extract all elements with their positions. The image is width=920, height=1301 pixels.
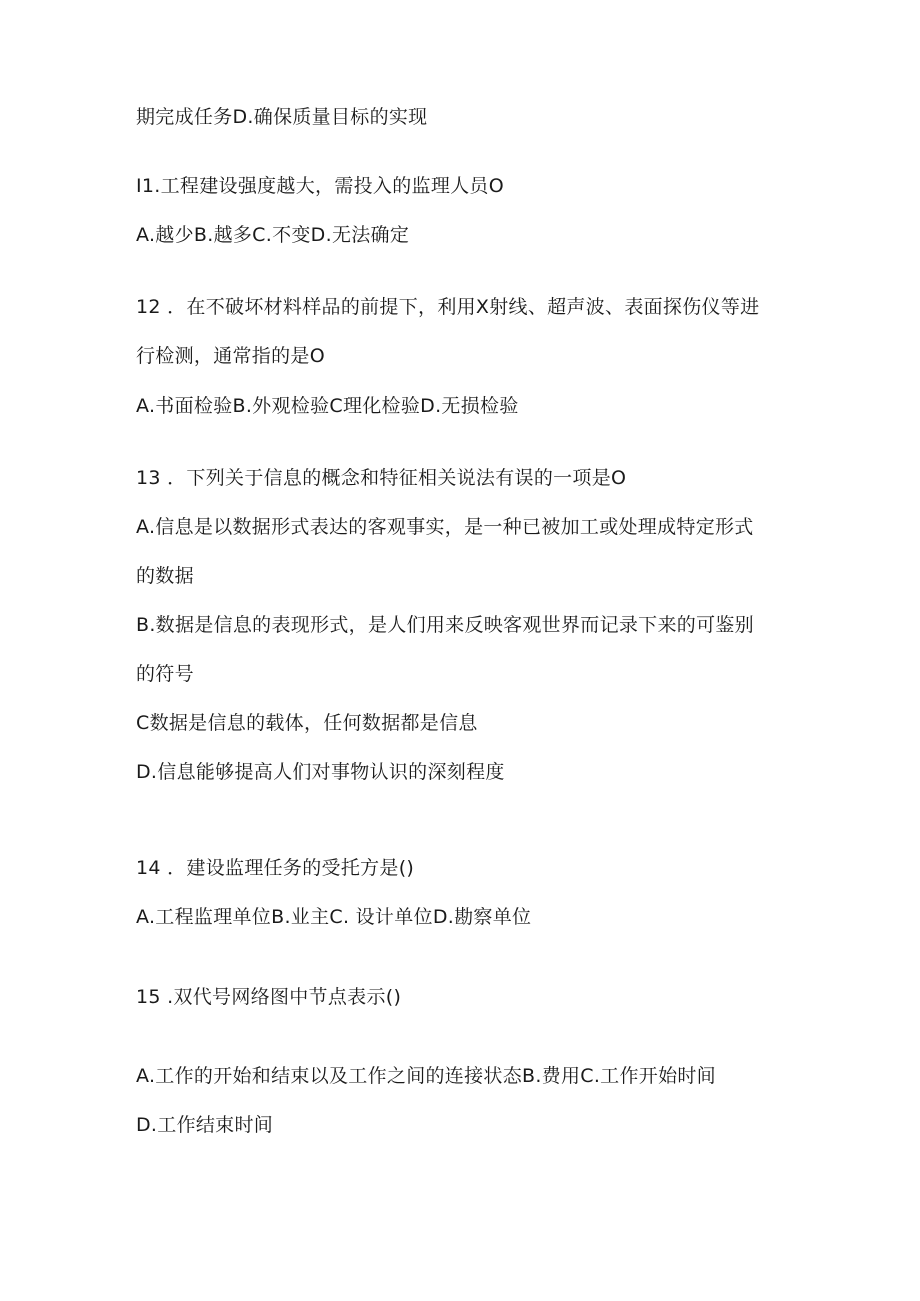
question-14: 14 ．建设监理任务的受托方是() [136, 857, 415, 879]
question-15-options: A.工作的开始和结束以及工作之间的连接状态B.费用C.工作开始时间 [136, 1065, 716, 1087]
question-12-options: A.书面检验B.外观检验C理化检验D.无损检验 [136, 395, 519, 417]
question-14-options: A.工程监理单位B.业主C. 设计单位D.勘察单位 [136, 906, 532, 928]
question-13-option-a: A.信息是以数据形式表达的客观事实，是一种已被加工或处理成特定形式 [136, 516, 754, 538]
question-12: 12 ．在不破坏材料样品的前提下，利用X射线、超声波、表面探伤仪等进 [136, 296, 760, 318]
question-13-option-a-continuation: 的数据 [136, 565, 194, 587]
question-15-option-d: D.工作结束时间 [136, 1114, 274, 1136]
question-13-option-d: D.信息能够提高人们对事物认识的深刻程度 [136, 761, 505, 783]
text-line-q10-continuation: 期完成任务D.确保质量目标的实现 [136, 106, 428, 128]
question-12-continuation: 行检测，通常指的是O [136, 345, 325, 367]
question-13: 13 ．下列关于信息的概念和特征相关说法有误的一项是O [136, 467, 627, 489]
question-13-option-c: C数据是信息的载体，任何数据都是信息 [136, 712, 478, 734]
question-11-options: A.越少B.越多C.不变D.无法确定 [136, 224, 410, 246]
question-11: I1.工程建设强度越大，需投入的监理人员O [136, 175, 504, 197]
question-13-option-b: B.数据是信息的表现形式，是人们用来反映客观世界而记录下来的可鉴别 [136, 614, 754, 636]
question-13-option-b-continuation: 的符号 [136, 663, 194, 685]
question-15: 15 .双代号网络图中节点表示() [136, 986, 402, 1008]
